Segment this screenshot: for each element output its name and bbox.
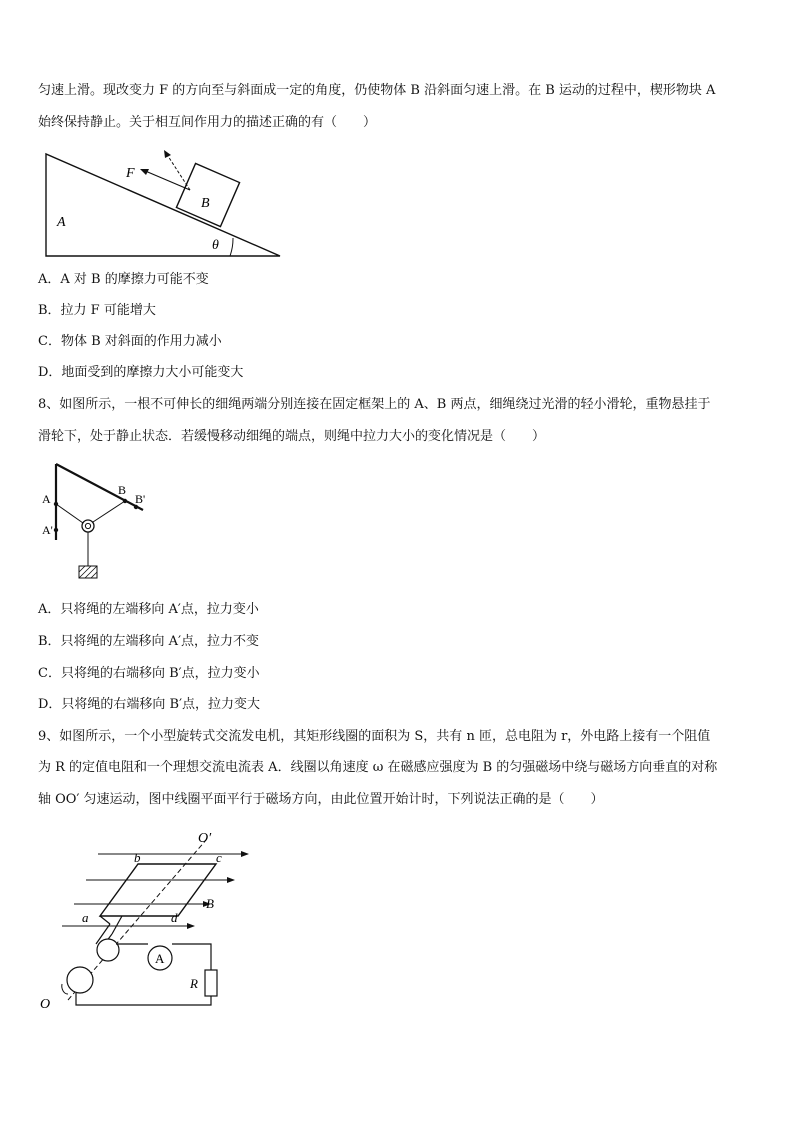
label-c-corner: c xyxy=(216,850,222,865)
rope-right xyxy=(93,501,125,522)
label-ammeter: A xyxy=(155,951,165,966)
q8-option-c[interactable]: C．只将绳的右端移向 B′点，拉力变小 xyxy=(38,666,260,681)
q9-stem-line-2: 为 R 的定值电阻和一个理想交流电流表 A．线圈以角速度 ω 在磁感应强度为 B 的匀强磁场中绕与磁场方向垂直的对称 xyxy=(38,760,718,775)
label-resistor: R xyxy=(190,976,198,991)
block-b xyxy=(176,163,239,226)
q7-option-d[interactable]: D．地面受到的摩擦力大小可能变大 xyxy=(38,365,244,380)
label-o-prime: O′ xyxy=(198,831,212,846)
label-f: F xyxy=(126,166,135,181)
resistor xyxy=(205,970,217,996)
label-theta: θ xyxy=(212,238,219,253)
label-b-prime: B' xyxy=(135,492,146,506)
q9-stem-line-3: 轴 OO′ 匀速运动，图中线圈平面平行于磁场方向，由此位置开始计时，下列说法正确的是（ ） xyxy=(38,792,604,807)
rope-left xyxy=(56,504,83,523)
wedge-a xyxy=(46,154,280,256)
label-b: B xyxy=(118,483,127,497)
q8-option-d[interactable]: D．只将绳的右端移向 B′点，拉力变大 xyxy=(38,697,261,712)
label-o: O xyxy=(40,997,51,1012)
circuit-bottom-wire xyxy=(76,993,211,1005)
q9-generator-figure xyxy=(38,822,268,1017)
coil xyxy=(100,864,216,916)
slip-ring-1 xyxy=(97,939,119,961)
q9-stem-line-1: 9、如图所示，一个小型旋转式交流发电机，其矩形线圈的面积为 S，共有 n 匝，总电阻为 r，外电路上接有一个阻值 xyxy=(38,729,711,744)
weight xyxy=(79,566,97,578)
q8-option-b[interactable]: B．只将绳的左端移向 A′点，拉力不变 xyxy=(38,634,260,649)
label-a: A xyxy=(42,492,51,506)
q8-option-a[interactable]: A．只将绳的左端移向 A′点，拉力变小 xyxy=(38,602,259,617)
frame-diagonal xyxy=(56,464,146,510)
q8-stem-line-2: 滑轮下，处于静止状态．若缓慢移动细绳的端点，则绳中拉力大小的变化情况是（ ） xyxy=(38,429,546,444)
q8-pulley-figure xyxy=(38,458,158,588)
q7-option-c[interactable]: C．物体 B 对斜面的作用力减小 xyxy=(38,334,222,349)
q7-incline-figure xyxy=(40,150,290,262)
slip-ring-2 xyxy=(67,967,93,993)
label-a: A xyxy=(57,215,66,230)
label-a-prime: A' xyxy=(42,523,53,537)
q7-option-b[interactable]: B．拉力 F 可能增大 xyxy=(38,303,156,318)
q7-option-a[interactable]: A．A 对 B 的摩擦力可能不变 xyxy=(38,272,209,287)
q7-stem-line-2: 始终保持静止。关于相互间作用力的描述正确的有（ ） xyxy=(38,115,377,130)
pulley xyxy=(82,520,94,532)
label-b: B xyxy=(201,196,210,211)
angle-arc xyxy=(230,238,233,256)
label-field-b: B xyxy=(206,896,214,911)
label-d-corner: d xyxy=(171,910,178,925)
q8-stem-line-1: 8、如图所示，一根不可伸长的细绳两端分别连接在固定框架上的 A、B 两点，细绳绕过光滑的轻小滑轮，重物悬挂于 xyxy=(38,397,711,412)
label-a-corner: a xyxy=(82,910,89,925)
label-b-corner: b xyxy=(134,850,141,865)
q7-stem-line-1: 匀速上滑。现改变力 F 的方向至与斜面成一定的角度，仍使物体 B 沿斜面匀速上滑。在 B 运动的过程中，楔形物块 A xyxy=(38,83,716,98)
